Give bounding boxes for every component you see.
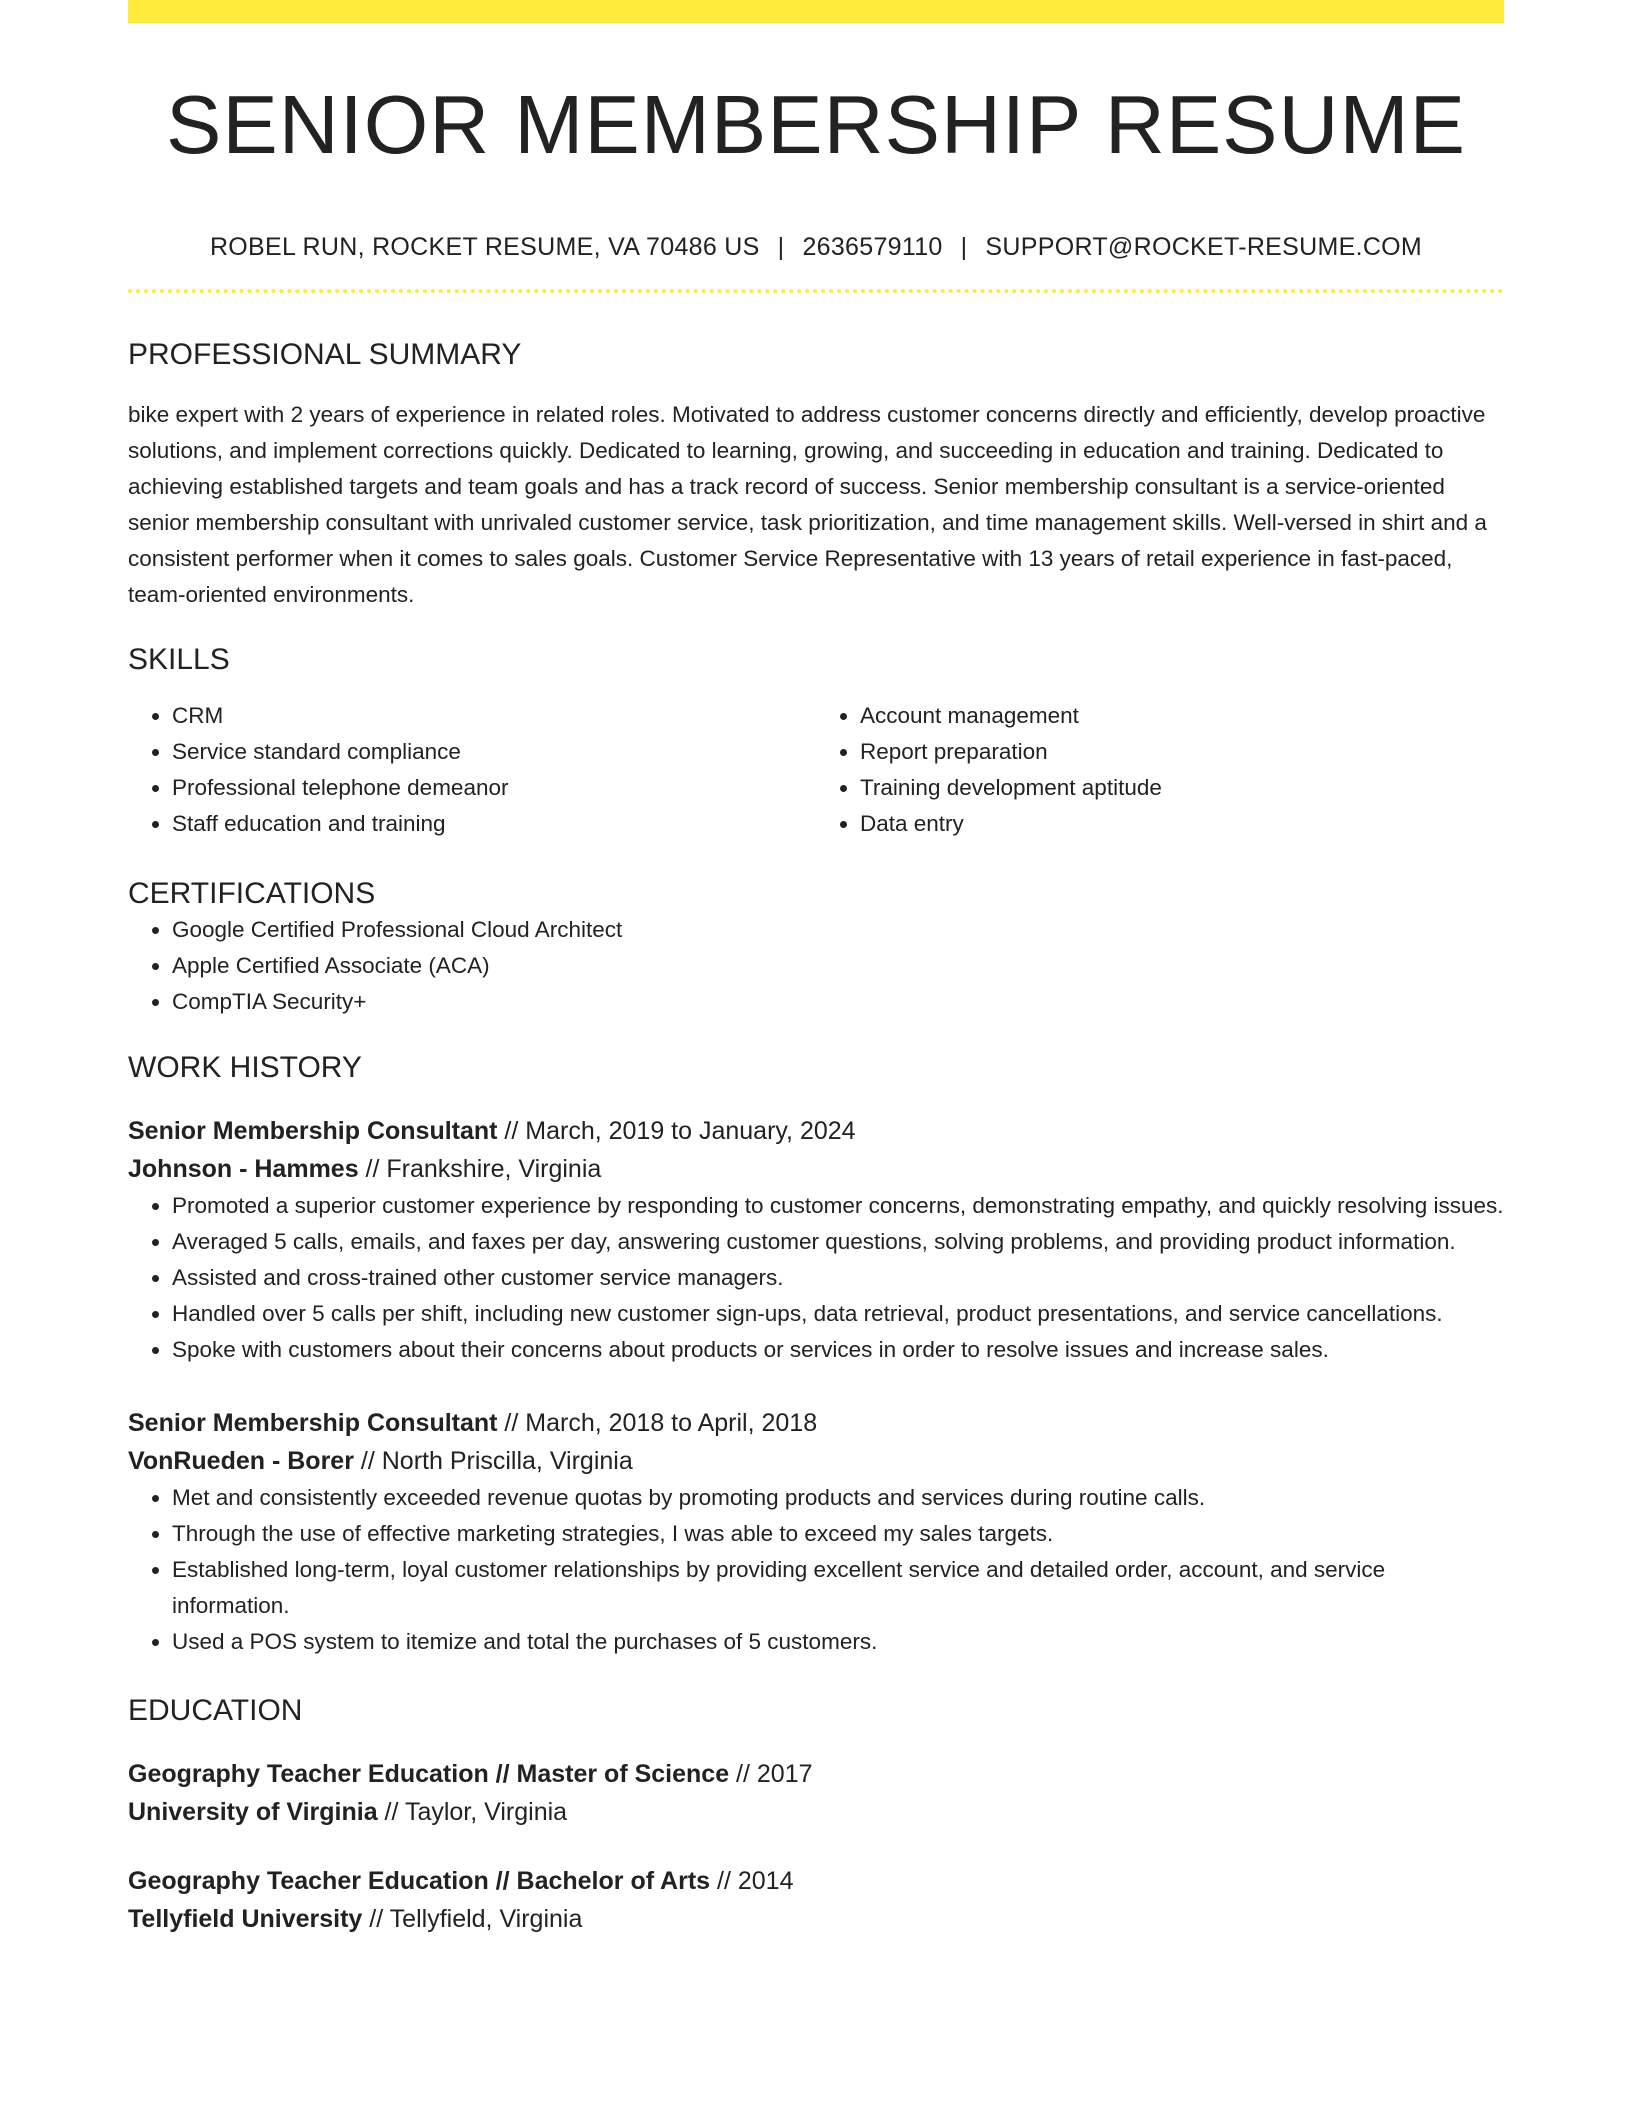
job-company-line xyxy=(128,1150,1504,1188)
certifications-list xyxy=(128,912,1504,1020)
job-title: Senior Membership Consultant xyxy=(128,1117,498,1145)
job-company-line xyxy=(128,1442,1504,1480)
job-bullet: • Assisted and cross-trained other customer service managers. xyxy=(172,1260,1504,1296)
section-heading-work-history: WORK HISTORY xyxy=(128,1051,362,1084)
education-year: // 2017 xyxy=(729,1760,813,1788)
resume-page xyxy=(128,0,1504,1938)
education-location: // Taylor, Virginia xyxy=(377,1798,568,1826)
job-entry xyxy=(128,1404,1504,1660)
skill-item: • Report preparation xyxy=(860,734,1504,770)
job-location: // North Priscilla, Virginia xyxy=(353,1447,633,1475)
skill-item: • Training development aptitude xyxy=(860,770,1504,806)
section-heading-education: EDUCATION xyxy=(128,1694,303,1727)
education-entry xyxy=(128,1755,1504,1831)
education-year: // 2014 xyxy=(710,1867,794,1895)
certification-item: • CompTIA Security+ xyxy=(172,984,1504,1020)
job-company: Johnson - Hammes xyxy=(128,1155,359,1183)
job-dates: // March, 2019 to January, 2024 xyxy=(497,1117,856,1145)
skill-item: • Professional telephone demeanor xyxy=(172,770,816,806)
job-bullet: • Met and consistently exceeded revenue quotas by promoting products and services during routine calls. xyxy=(172,1480,1504,1516)
contact-separator: | xyxy=(960,233,968,261)
skills-section xyxy=(128,642,1504,842)
job-dates: // March, 2018 to April, 2018 xyxy=(497,1409,818,1437)
education-degree: Geography Teacher Education // Master of Science xyxy=(128,1760,730,1788)
section-heading-summary: PROFESSIONAL SUMMARY xyxy=(128,338,522,371)
contact-address: ROBEL RUN, ROCKET RESUME, VA 70486 US xyxy=(209,233,760,261)
certification-item: • Google Certified Professional Cloud Architect xyxy=(172,912,1504,948)
education-school: Tellyfield University xyxy=(128,1905,363,1933)
education-section xyxy=(128,1693,1504,1938)
professional-summary-section xyxy=(128,337,1504,613)
education-entry xyxy=(128,1862,1504,1938)
job-title: Senior Membership Consultant xyxy=(128,1409,498,1437)
contact-phone: 2636579110 xyxy=(802,233,943,261)
education-location: // Tellyfield, Virginia xyxy=(362,1905,583,1933)
skill-item: • CRM xyxy=(172,698,816,734)
skill-item: • Service standard compliance xyxy=(172,734,816,770)
job-bullet: • Promoted a superior customer experience by responding to customer concerns, demonstrating empathy, and quickly resolving issues. xyxy=(172,1188,1504,1224)
certifications-section xyxy=(128,876,1504,1020)
education-school-line xyxy=(128,1793,1504,1831)
resume-title: SENIOR MEMBERSHIP RESUME xyxy=(166,78,1466,171)
skills-columns xyxy=(128,698,1504,842)
job-bullet: • Used a POS system to itemize and total the purchases of 5 customers. xyxy=(172,1624,1504,1660)
education-degree-line xyxy=(128,1755,1504,1793)
header-divider xyxy=(128,289,1504,293)
job-bullet: • Spoke with customers about their concerns about products or services in order to resolve issues and increase sales. xyxy=(172,1332,1504,1368)
job-bullet: • Handled over 5 calls per shift, including new customer sign-ups, data retrieval, product presentations, and service cancellations. xyxy=(172,1296,1504,1332)
job-bullet: • Through the use of effective marketing strategies, I was able to exceed my sales targets. xyxy=(172,1516,1504,1552)
contact-email: SUPPORT@ROCKET-RESUME.COM xyxy=(985,233,1423,261)
job-title-line xyxy=(128,1112,1504,1150)
education-degree: Geography Teacher Education // Bachelor of Arts xyxy=(128,1867,711,1895)
job-title-line xyxy=(128,1404,1504,1442)
skill-item: • Staff education and training xyxy=(172,806,816,842)
top-accent-bar xyxy=(128,0,1504,23)
skills-list-right xyxy=(816,698,1504,842)
job-bullet-list xyxy=(128,1480,1504,1660)
work-history-section xyxy=(128,1050,1504,1660)
summary-text: bike expert with 2 years of experience in related roles. Motivated to address customer concerns directly and efficiently, develop proactive solutions, and implement corrections quickly. Dedicated to learning, growing, and succeeding in education and training. Dedicated to achieving established targets and team goals and has a track record of success. Senior membership consultant is a service-oriented senior membership consultant with unrivaled customer service, task prioritization, and time management skills. Well-versed in shirt and a consistent performer when it comes to sales goals. Customer Service Representative with 13 years of retail experience in fast-paced, team-oriented environments. xyxy=(128,402,1487,607)
job-location: // Frankshire, Virginia xyxy=(358,1155,602,1183)
section-heading-certifications: CERTIFICATIONS xyxy=(128,877,376,910)
skills-list-left xyxy=(128,698,816,842)
job-bullet: • Averaged 5 calls, emails, and faxes per day, answering customer questions, solving problems, and providing product information. xyxy=(172,1224,1504,1260)
job-entry xyxy=(128,1112,1504,1368)
skill-item: • Account management xyxy=(860,698,1504,734)
contact-line xyxy=(128,232,1504,262)
certification-item: • Apple Certified Associate (ACA) xyxy=(172,948,1504,984)
skill-item: • Data entry xyxy=(860,806,1504,842)
job-bullet: • Established long-term, loyal customer relationships by providing excellent service and detailed order, account, and service information. xyxy=(172,1552,1504,1624)
education-degree-line xyxy=(128,1862,1504,1900)
job-bullet-list xyxy=(128,1188,1504,1368)
section-heading-skills: SKILLS xyxy=(128,643,230,676)
education-school-line xyxy=(128,1900,1504,1938)
contact-separator: | xyxy=(777,233,785,261)
education-school: University of Virginia xyxy=(128,1798,378,1826)
job-company: VonRueden - Borer xyxy=(128,1447,354,1475)
